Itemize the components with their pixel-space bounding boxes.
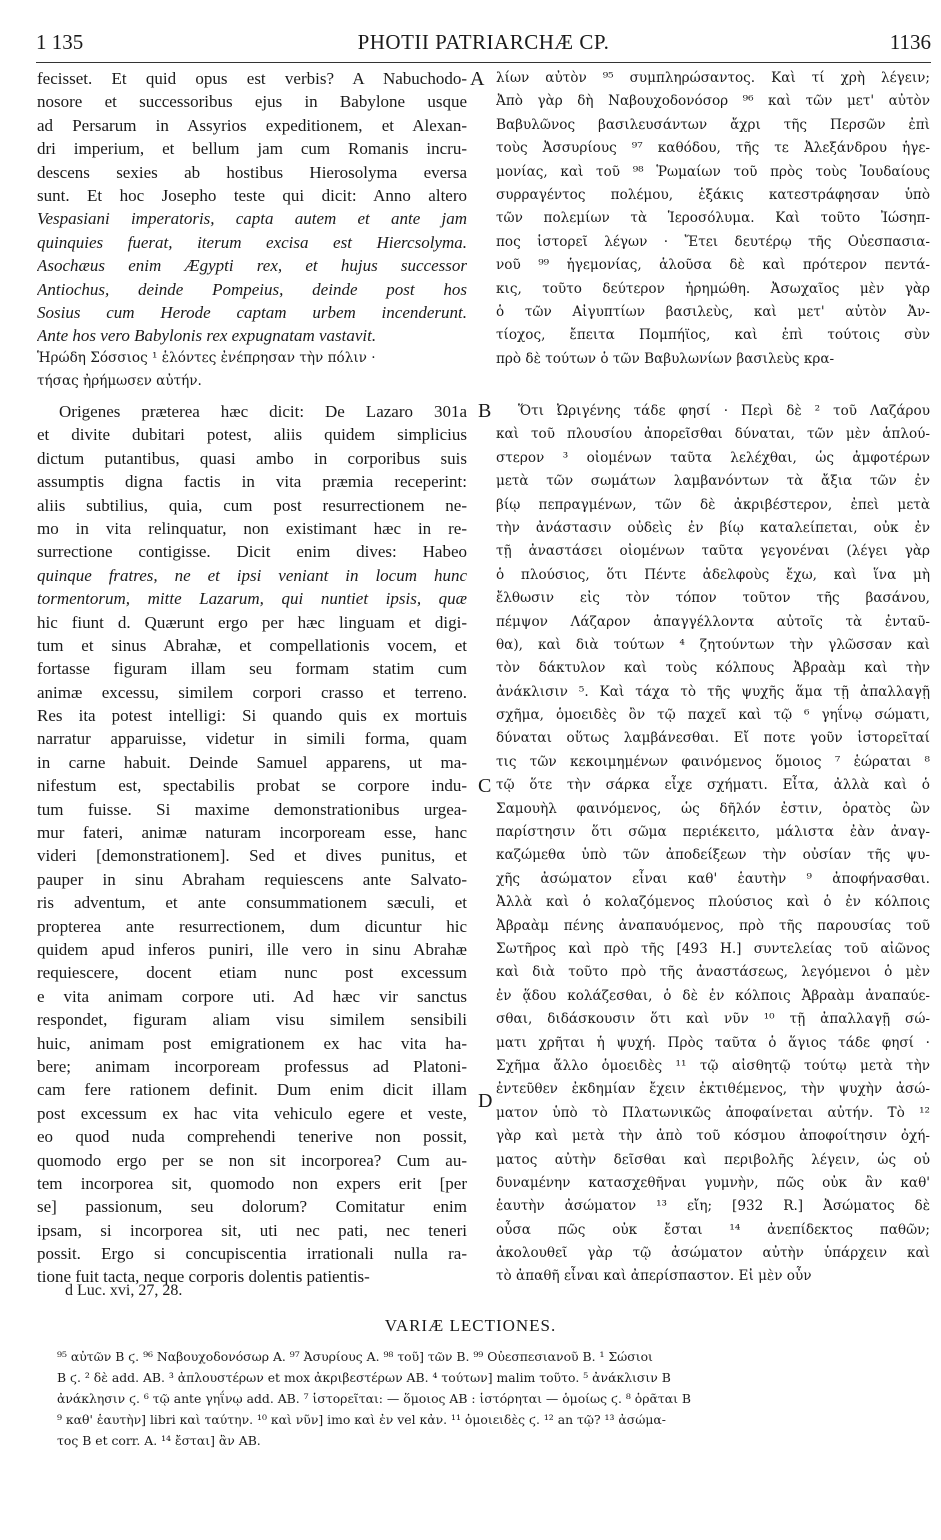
text-line: nifestum est, spectabilis probat se corpore indu- xyxy=(37,776,467,796)
text-line: assumptis digna factis in vita præmia receperint: xyxy=(37,472,467,492)
text-line: ἔλθωσιν εἰς τὸν τόπον τοῦτον τῆς βασάνου, xyxy=(496,590,930,607)
text-line: στερον ³ οἰομένων ταῦτα λελέχθαι, ὡς ἀμφοτέρων xyxy=(496,449,930,466)
variant-line: τος B et corr. A. ¹⁴ ἔσται] ἂν AB. xyxy=(57,1433,261,1448)
variae-lectiones xyxy=(57,1346,933,1451)
text-line: mur fateri, animæ naturam incorpoream esse, hanc xyxy=(37,823,467,843)
text-line: quinque fratres, ne et ipsi veniant in locum hunc xyxy=(37,565,467,585)
text-line: νοῦ ⁹⁹ ἡγεμονίας, ἁλοῦσα δὲ καὶ πρότερον πεντά- xyxy=(496,257,930,274)
text-line: Ἀβραὰμ πένης ἀναπαυόμενος, πρὸ τῆς παρουσίας τοῦ xyxy=(496,917,930,934)
text-line: se] passionum, seu dolorum? Comitatur enim xyxy=(37,1197,467,1217)
text-line: Σωτῆρος καὶ πρὸ τῆς [493 H.] συντελείας τοῦ αἰῶνος xyxy=(496,940,930,957)
text-line: aliis subtilius, quia, cum post resurrectionem ne- xyxy=(37,495,467,515)
text-line: ὁ πλούσιος, ὅτι Πέντε ἀδελφοὺς ἔχω, καὶ ἵνα μὴ xyxy=(496,566,930,583)
text-line: surrectione contigisse. Dicit enim dives: Habeo xyxy=(37,542,467,562)
text-line: ματος αὐτὴν δεῖσθαι καὶ περιβολῆς λέγειν, ὡς οὐ xyxy=(496,1151,930,1168)
variant-line: B ϛ. ² δὲ add. AB. ³ ἀπλουστέρων et mox ἀκριβεστέρων AB. ⁴ τούτων] malim τοῦτο. ⁵ ἀνάκλισιν B xyxy=(57,1370,671,1385)
text-line: τις τῶν κεκοιμημένων φαινόμενος ὅμοιος ⁷ ἑώραται ⁸ xyxy=(496,753,930,770)
text-line: ὁ τῶν Αἰγυπτίων βασιλεὺς, καὶ μετ' αὐτὸν Ἀν- xyxy=(496,303,930,320)
text-line: πέμψον Λάζαρον ἀπαγγέλλοντα αὐτοῖς τὰ ἐνταῦ- xyxy=(496,613,930,630)
text-line: καζώμεθα ὑπὸ τῶν ἀποδείξεων τὴν οὐσίαν τῆς ψυ- xyxy=(496,847,930,864)
text-line: e vita animam corpore uti. Ad hæc vir sanctus xyxy=(37,986,467,1006)
text-line: Ἀλλὰ καὶ ὁ κολαζόμενος πλούσιος καὶ ὁ ἐν κόλποις xyxy=(496,894,930,911)
text-line: tormentorum, mitte Lazarum, qui nuntiet ipsis, quæ xyxy=(37,589,467,609)
text-line: Asochæus enim Ægypti rex, et hujus successor xyxy=(37,256,467,276)
greek-column-top xyxy=(496,67,930,371)
variant-line: ⁹ καθ' ἑαυτὴν] libri καὶ ταύτην. ¹⁰ καὶ νῦν] imo καὶ ἐν vel κἀν. ¹¹ ὁμοιειδὲς ϛ. ¹² an τῷ? ¹³ ἀσώμα- xyxy=(57,1412,666,1427)
text-line: δύναται οὕτως λαμβάνεσθαι. Εἴ ποτε γοῦν ἱστορεῖταί xyxy=(496,730,930,747)
text-line: πος ἱστορεῖ λέγων · Ἔτει δευτέρῳ τῆς Οὐεσπασια- xyxy=(496,233,930,250)
margin-letter-b: B xyxy=(478,400,492,422)
text-line: κις, τοῦτο δεύτερον ἠρημώθη. Ἀσωχαῖος μὲν γὰρ xyxy=(496,280,930,297)
text-line: Origenes præterea hæc dicit: De Lazaro 301a xyxy=(59,402,467,421)
text-line: καὶ τοῦ πλουσίου ἀπορεῖσθαι δύναται, τῶν μὲν ἁπλού- xyxy=(496,426,930,443)
text-line: χῆς ἀσώματον εἶναι καθ' ἑαυτὴν ⁹ ἀποφήνασθαι. xyxy=(496,870,930,887)
text-line: bere; animam incorpoream professus ad Platoni- xyxy=(37,1056,467,1076)
text-line: possit. Ergo si concupiscentia irrationali nulla ra- xyxy=(37,1244,467,1264)
text-line: ἐντεῦθεν ἐκδημίαν ἔχειν ἐκτιθέμενος, τὴν ψυχὴν ἀσώ- xyxy=(496,1081,930,1098)
page-number-right: 1136 xyxy=(889,30,931,54)
text-line: ipsam, si incorporea sit, uti nec pati, nec teneri xyxy=(37,1220,467,1240)
text-line: μονίας, καὶ τοῦ ⁹⁸ Ῥωμαίων τοῦ πρὸς τοὺς Ἰουδαίους xyxy=(496,163,930,180)
running-title: PHOTII PATRIARCHÆ CP. xyxy=(357,30,610,54)
text-line: in carne habuit. Deinde Samuel apparens, ut ma- xyxy=(37,752,467,772)
text-line: dri imperium, et bellum jam cum Romanis incru- xyxy=(37,139,467,159)
page-number-left: 1 135 xyxy=(36,30,84,54)
text-line: animæ excessu, similem corpori crasso et terreno. xyxy=(37,682,467,702)
text-line: γὰρ καὶ μετὰ τὴν ἀπὸ τοῦ κόσμου ἀποφοίτησιν ὀχή- xyxy=(496,1128,930,1145)
text-line: τῶν πολεμίων τὰ Ἱεροσόλυμα. Καὶ τοῦτο Ἰώσηπ- xyxy=(496,210,930,227)
text-line: τὴν ἀνάστασιν οὐδεὶς ἐν βίῳ καταλείπεται, οὐκ ἐν xyxy=(496,519,930,536)
text-line: tione fuit tacta, neque corporis dolentis patientis- xyxy=(37,1267,370,1287)
text-line: ἀνάκλισιν ⁵. Καὶ τάχα τὸ τῆς ψυχῆς ἅμα τῇ ἀπαλλαγῇ xyxy=(496,683,930,700)
margin-letter-d: D xyxy=(478,1090,493,1112)
text-line: quidem apud inferos puniri, ille vero in sinu Abrahæ xyxy=(37,939,467,959)
text-line: λίων αὐτὸν ⁹⁵ συμπληρώσαντος. Καὶ τί χρὴ λέγειν; xyxy=(496,70,930,86)
text-line: ἑαυτὴν ἀσώματον ¹³ εἴη; [932 R.] Ἀσώματος δὲ xyxy=(496,1198,930,1215)
text-line: πρὸ δὲ τούτων ὁ τῶν Βαβυλωνίων βασιλεὺς κρα- xyxy=(496,350,835,367)
text-line: Sosius cum Herode captam urbem incenderunt. xyxy=(37,302,467,322)
text-line: huic, animam post emigrationem ex hac vita ha- xyxy=(37,1033,467,1053)
text-line: παρίστησιν ὅτι σῶμα περιέκειτο, μάλιστα ἐὰν ἀναγ- xyxy=(496,824,930,841)
text-line: συρραγέντος πολέμου, ἑξάκις κατεστράφησαν ὑπὸ xyxy=(496,186,930,203)
text-line: dictum putantibus, quasi ambo in corporibus suis xyxy=(37,448,467,468)
text-line: Βαβυλῶνος βασιλευσάντων ἄχρι τῆς Περσῶν ἐπὶ xyxy=(496,116,930,133)
text-line: τῷ ὅτε τὴν σάρκα εἶχε σχήματι. Εἶτα, ἀλλὰ καὶ ὁ xyxy=(496,777,930,794)
text-line: propterea ante resurrectionem, dum dicuntur hic xyxy=(37,916,467,936)
text-line: καὶ διὰ τοῦτο πρὸ τῆς ἀναστάσεως, λεγόμενοι ὁ μὲν xyxy=(496,964,930,981)
text-line: descens sexies ab hostibus Hierosolyma eversa xyxy=(37,162,467,182)
text-line: hic fiunt d. Quærunt ergo per hæc linguam et digi- xyxy=(37,612,467,632)
text-line: Res ita potest intelligi: Si quando quis ex mortuis xyxy=(37,706,467,726)
text-line: ad Persarum in Assyrios expeditionem, et Alexan- xyxy=(37,115,467,135)
text-line: τὸν δάκτυλον καὶ τοὺς κόλπους Ἀβραὰμ καὶ τὴν xyxy=(496,660,930,677)
text-line: eo quod nuda comprehendi tenerive non possit, xyxy=(37,1127,467,1147)
text-line: Ante hos vero Babylonis rex expugnatam vastavit. xyxy=(37,326,377,346)
text-line: cam fere rationem definit. Dum enim dicit illam xyxy=(37,1080,467,1100)
variant-line: ἀνάκλησιν ϛ. ⁶ τῷ ante γηΐνῳ add. AB. ⁷ ἱστορεῖται: — ὅμοιος AB : ἱστόρηται — ὁμοίως ϛ. ⁸ ὁρᾶται B xyxy=(57,1391,691,1406)
text-line: fortasse figuram illam seu formam statim cum xyxy=(37,659,467,679)
text-line: θα), καὶ διὰ τούτων ⁴ ζητούντων τὴν γλῶσσαν καὶ xyxy=(496,636,930,653)
text-line: τίοχος, ἔπειτα Πομπήϊος, καὶ ἐπὶ τούτοις σὺν xyxy=(496,327,930,344)
variant-line: ⁹⁵ αὐτῶν B ϛ. ⁹⁶ Ναβουχοδονόσωρ A. ⁹⁷ Ἀσυρίους A. ⁹⁸ τοῦ] τῶν B. ⁹⁹ Οὐεσπεσιανοῦ B. ¹ Σώσιοι xyxy=(57,1349,653,1364)
footnote: d Luc. xvi, 27, 28. xyxy=(65,1282,183,1299)
text-line: tum fuisse. Si maxime demonstrationibus urgea- xyxy=(37,799,467,819)
text-line: nosore et successoribus ejus in Babylone usque xyxy=(37,92,467,112)
text-line: mo in vita relinquatur, non existimant hæc in re- xyxy=(37,518,467,538)
text-line: ματι χρῆται ἡ ψυχή. Πρὸς ταῦτα ὁ ἅγιος τάδε φησί · xyxy=(496,1034,930,1051)
text-line: tem incorporea sit, quomodo non expers erit [per xyxy=(37,1173,467,1193)
text-line: Ἀπὸ γὰρ δὴ Ναβουχοδονόσορ ⁹⁶ καὶ τῶν μετ' αὐτὸν xyxy=(496,93,930,110)
margin-letter-c: C xyxy=(478,775,492,797)
text-line: sunt. Et hoc Josepho teste qui dicit: Anno altero xyxy=(37,185,467,205)
margin-letter-a: A xyxy=(470,68,485,90)
text-line: τήσας ἠρήμωσεν αὐτήν. xyxy=(37,373,202,389)
text-line: τοὺς Ἀσσυρίους ⁹⁷ καθόδου, τῆς τε Ἀλεξάνδρου ἡγε- xyxy=(496,140,930,157)
text-line: Ἡρώδη Σόσσιος ¹ ἑλόντες ἐνέπρησαν τὴν πόλιν · xyxy=(37,350,376,366)
text-line: Vespasiani imperatoris, capta autem et ante jam xyxy=(37,209,467,229)
text-line: et divite dubitari potest, aliis quidem simplicius xyxy=(37,425,467,445)
text-line: fecisset. Et quid opus est verbis? A Nabuchodo- xyxy=(37,69,467,88)
variae-lectiones-heading: VARIÆ LECTIONES. xyxy=(384,1316,557,1335)
header-rule xyxy=(36,62,931,63)
text-line: ris adventum, et ante consummationem sæculi, et xyxy=(37,893,467,913)
text-line: narratur apparuisse, videtur in simili forma, quam xyxy=(37,729,467,749)
page-header xyxy=(36,30,931,60)
text-line: μετὰ τῶν σωμάτων λαμβανόντων τὰ ἄξια τῶν ἐν xyxy=(496,473,930,490)
latin-column-body xyxy=(37,400,467,1289)
text-line: quomodo ergo per se non sit incorporea? Cum au- xyxy=(37,1150,467,1170)
text-line: pauper in sinu Abraham requiescens ante Salvato- xyxy=(37,869,467,889)
text-line: τὸ ἀπαθῆ εἶναι καὶ ἀπερίσπαστον. Εἰ μὲν οὖν xyxy=(496,1268,812,1285)
text-line: Antiochus, deinde Pompeius, deinde post hos xyxy=(37,279,467,299)
text-line: δυναμένην κατασχεθῆναι γυμνὴν, πῶς οὐκ ἂν καθ' xyxy=(496,1174,930,1191)
text-line: post excessum ex hac vita vehiculo egere et veste, xyxy=(37,1103,467,1123)
text-line: σθαι, διδάσκουσιν ὅτι καὶ νῦν ¹⁰ τῇ ἀπαλλαγῇ σώ- xyxy=(496,1011,930,1028)
text-line: requiescere, docent etiam nunc post excessum xyxy=(37,963,467,983)
text-line: Ὅτι Ὠριγένης τάδε φησί · Περὶ δὲ ² τοῦ Λαζάρου xyxy=(518,403,930,419)
greek-continuation xyxy=(37,347,467,393)
text-line: quinquies fuerat, iterum excisa est Hiercsolyma. xyxy=(37,232,467,252)
text-line: ματον ὑπὸ τὸ Πλατωνικῶς ἀποφαίνεται αὐτήν. Τὸ ¹² xyxy=(496,1104,930,1121)
text-line: Σαμουὴλ φαινόμενος, ὡς δῆλόν ἐστιν, ὁρατὸς ὢν xyxy=(496,800,930,817)
text-line: βίῳ πεπραγμένων, τῶν δὲ ἀκριβέστερον, ἐπεὶ μετὰ xyxy=(496,496,930,513)
text-line: Σχῆμα ἄλλο ὁμοειδὲς ¹¹ τῷ αἰσθητῷ τούτῳ μετὰ τὴν xyxy=(496,1057,930,1074)
latin-column-top xyxy=(37,67,467,348)
text-line: τῇ ἀναστάσει οἰομένων ταῦτα γεγονέναι (λέγει γὰρ xyxy=(496,543,930,560)
text-line: οὖσα πῶς οὐκ ἔσται ¹⁴ ἀνεπίδεκτος παθῶν; xyxy=(496,1221,930,1238)
text-line: tum et sinus Abrahæ, et compellationis vocem, et xyxy=(37,635,467,655)
text-line: σχῆμα, ὁμοειδὲς ὂν τῷ παχεῖ καὶ τῷ ⁶ γηΐνῳ σώματι, xyxy=(496,707,930,724)
text-line: respondet, figuram aliam visu similem sensibili xyxy=(37,1010,467,1030)
text-line: ἀκολουθεῖ γὰρ τῷ ἀσώματον αὐτὴν ὑπάρχειν καὶ xyxy=(496,1245,930,1262)
text-line: ἐν ᾅδου κολάζεσθαι, ὁ δὲ ἐν κόλποις Ἀβραὰμ ἀναπαύε- xyxy=(496,987,930,1004)
greek-column-body xyxy=(496,400,930,1289)
text-line: videri [demonstrationem]. Sed et dives punitus, et xyxy=(37,846,467,866)
